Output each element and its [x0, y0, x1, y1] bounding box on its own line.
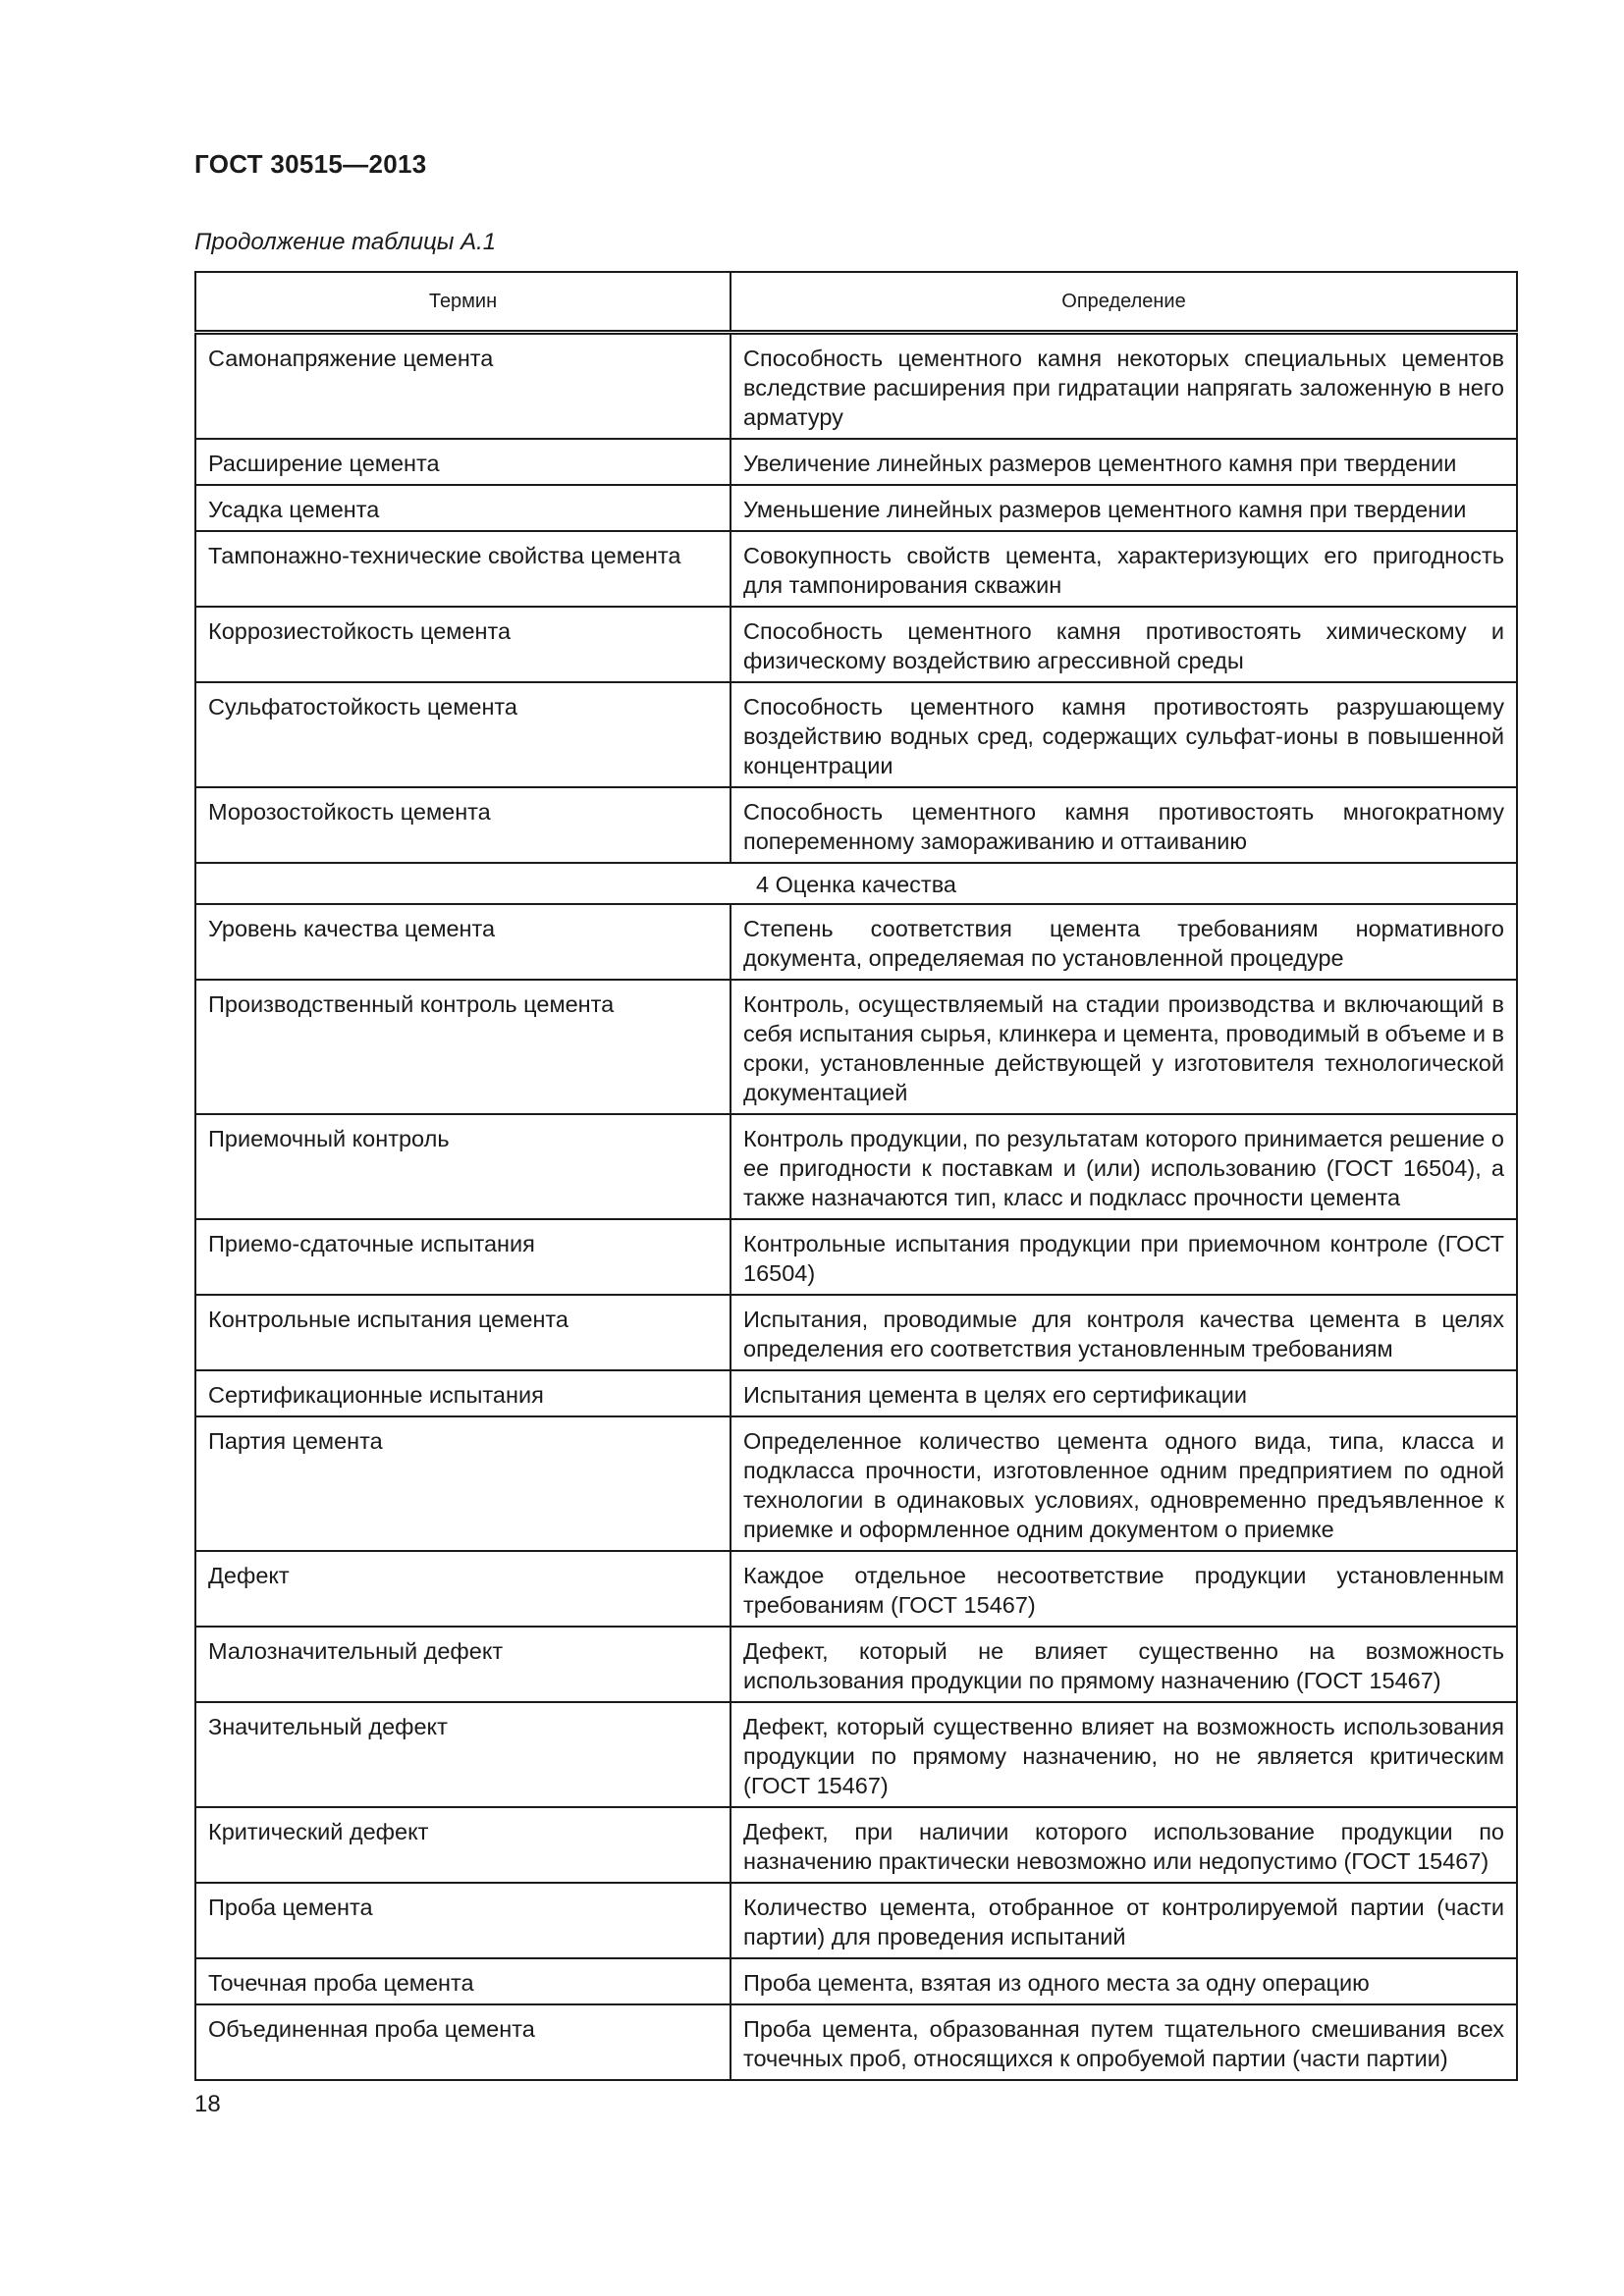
table-row — [195, 1416, 1517, 1551]
term-cell: Точечная проба цемента — [195, 1958, 731, 2004]
page-number: 18 — [194, 2091, 221, 2117]
column-header-term: Термин — [195, 272, 731, 333]
definition-cell: Каждое отдельное несоответствие продукции установленным требованиям (ГОСТ 15467) — [731, 1551, 1517, 1627]
term-cell: Морозостойкость цемента — [195, 787, 731, 863]
definition-cell: Испытания, проводимые для контроля качества цемента в целях определения его соответствия установленным требованиям — [731, 1295, 1517, 1370]
definition-cell: Испытания цемента в целях его сертификации — [731, 1370, 1517, 1416]
definition-cell: Совокупность свойств цемента, характеризующих его пригодность для тампонирования скважин — [731, 531, 1517, 607]
definition-cell: Контроль, осуществляемый на стадии производства и включающий в себя испытания сырья, клинкера и цемента, проводимый в объеме и в сроки, установленные действующей у изготовителя технологической документацией — [731, 980, 1517, 1114]
table-row — [195, 439, 1517, 485]
term-cell: Значительный дефект — [195, 1702, 731, 1807]
document-header: ГОСТ 30515—2013 — [194, 149, 427, 179]
term-cell: Объединенная проба цемента — [195, 2004, 731, 2080]
definition-cell: Степень соответствия цемента требованиям нормативного документа, определяемая по установленной процедуре — [731, 904, 1517, 980]
term-cell: Приемочный контроль — [195, 1114, 731, 1219]
column-header-definition: Определение — [731, 272, 1517, 333]
term-cell: Усадка цемента — [195, 485, 731, 531]
term-cell: Уровень качества цемента — [195, 904, 731, 980]
term-cell: Тампонажно-технические свойства цемента — [195, 531, 731, 607]
table-body — [195, 333, 1517, 2081]
definition-cell: Контрольные испытания продукции при приемочном контроле (ГОСТ 16504) — [731, 1219, 1517, 1295]
section-row — [195, 863, 1517, 904]
table-row — [195, 1551, 1517, 1627]
definition-cell: Количество цемента, отобранное от контролируемой партии (части партии) для проведения испытаний — [731, 1883, 1517, 1958]
table-row — [195, 485, 1517, 531]
table-header — [195, 272, 1517, 333]
definition-cell: Проба цемента, образованная путем тщательного смешивания всех точечных проб, относящихся к опробуемой партии (части партии) — [731, 2004, 1517, 2080]
table-row — [195, 1627, 1517, 1702]
term-cell: Производственный контроль цемента — [195, 980, 731, 1114]
table-header-row — [195, 272, 1517, 333]
term-cell: Сульфатостойкость цемента — [195, 682, 731, 787]
table-caption: Продолжение таблицы А.1 — [194, 229, 497, 255]
definition-cell: Увеличение линейных размеров цементного камня при твердении — [731, 439, 1517, 485]
table-row — [195, 980, 1517, 1114]
table-row — [195, 682, 1517, 787]
table-row — [195, 1807, 1517, 1883]
table-row — [195, 1883, 1517, 1958]
table-row — [195, 787, 1517, 863]
terms-table-container — [194, 271, 1516, 2081]
table-row — [195, 1114, 1517, 1219]
term-cell: Самонапряжение цемента — [195, 333, 731, 440]
definition-cell: Контроль продукции, по результатам которого принимается решение о ее пригодности к поставкам и (или) использованию (ГОСТ 16504), а также назначаются тип, класс и подкласс прочности цемента — [731, 1114, 1517, 1219]
definition-cell: Дефект, который не влияет существенно на возможность использования продукции по прямому назначению (ГОСТ 15467) — [731, 1627, 1517, 1702]
definition-cell: Способность цементного камня противостоять многократному попеременному замораживанию и оттаиванию — [731, 787, 1517, 863]
definition-cell: Определенное количество цемента одного вида, типа, класса и подкласса прочности, изготовленное одним предприятием по одной технологии в одинаковых условиях, одновременно предъявленное к приемке и оформленное одним документом о приемке — [731, 1416, 1517, 1551]
term-cell: Приемо-сдаточные испытания — [195, 1219, 731, 1295]
term-cell: Критический дефект — [195, 1807, 731, 1883]
term-cell: Расширение цемента — [195, 439, 731, 485]
definition-cell: Проба цемента, взятая из одного места за одну операцию — [731, 1958, 1517, 2004]
definition-cell: Способность цементного камня некоторых специальных цементов вследствие расширения при гидратации напрягать заложенную в него арматуру — [731, 333, 1517, 440]
table-row — [195, 531, 1517, 607]
definition-cell: Способность цементного камня противостоять химическому и физическому воздействию агрессивной среды — [731, 607, 1517, 682]
term-cell: Проба цемента — [195, 1883, 731, 1958]
table-row — [195, 904, 1517, 980]
section-title: 4 Оценка качества — [195, 863, 1517, 904]
terms-table — [194, 271, 1518, 2081]
definition-cell: Дефект, при наличии которого использование продукции по назначению практически невозможно или недопустимо (ГОСТ 15467) — [731, 1807, 1517, 1883]
table-row — [195, 1370, 1517, 1416]
definition-cell: Уменьшение линейных размеров цементного камня при твердении — [731, 485, 1517, 531]
definition-cell: Способность цементного камня противостоять разрушающему воздействию водных сред, содержащих сульфат-ионы в повышенной концентрации — [731, 682, 1517, 787]
table-row — [195, 1295, 1517, 1370]
definition-cell: Дефект, который существенно влияет на возможность использования продукции по прямому назначению, но не является критическим (ГОСТ 15467) — [731, 1702, 1517, 1807]
table-row — [195, 607, 1517, 682]
table-row — [195, 2004, 1517, 2080]
term-cell: Дефект — [195, 1551, 731, 1627]
table-row — [195, 333, 1517, 440]
term-cell: Малозначительный дефект — [195, 1627, 731, 1702]
term-cell: Партия цемента — [195, 1416, 731, 1551]
table-row — [195, 1702, 1517, 1807]
table-row — [195, 1958, 1517, 2004]
term-cell: Сертификационные испытания — [195, 1370, 731, 1416]
term-cell: Коррозиестойкость цемента — [195, 607, 731, 682]
term-cell: Контрольные испытания цемента — [195, 1295, 731, 1370]
table-row — [195, 1219, 1517, 1295]
